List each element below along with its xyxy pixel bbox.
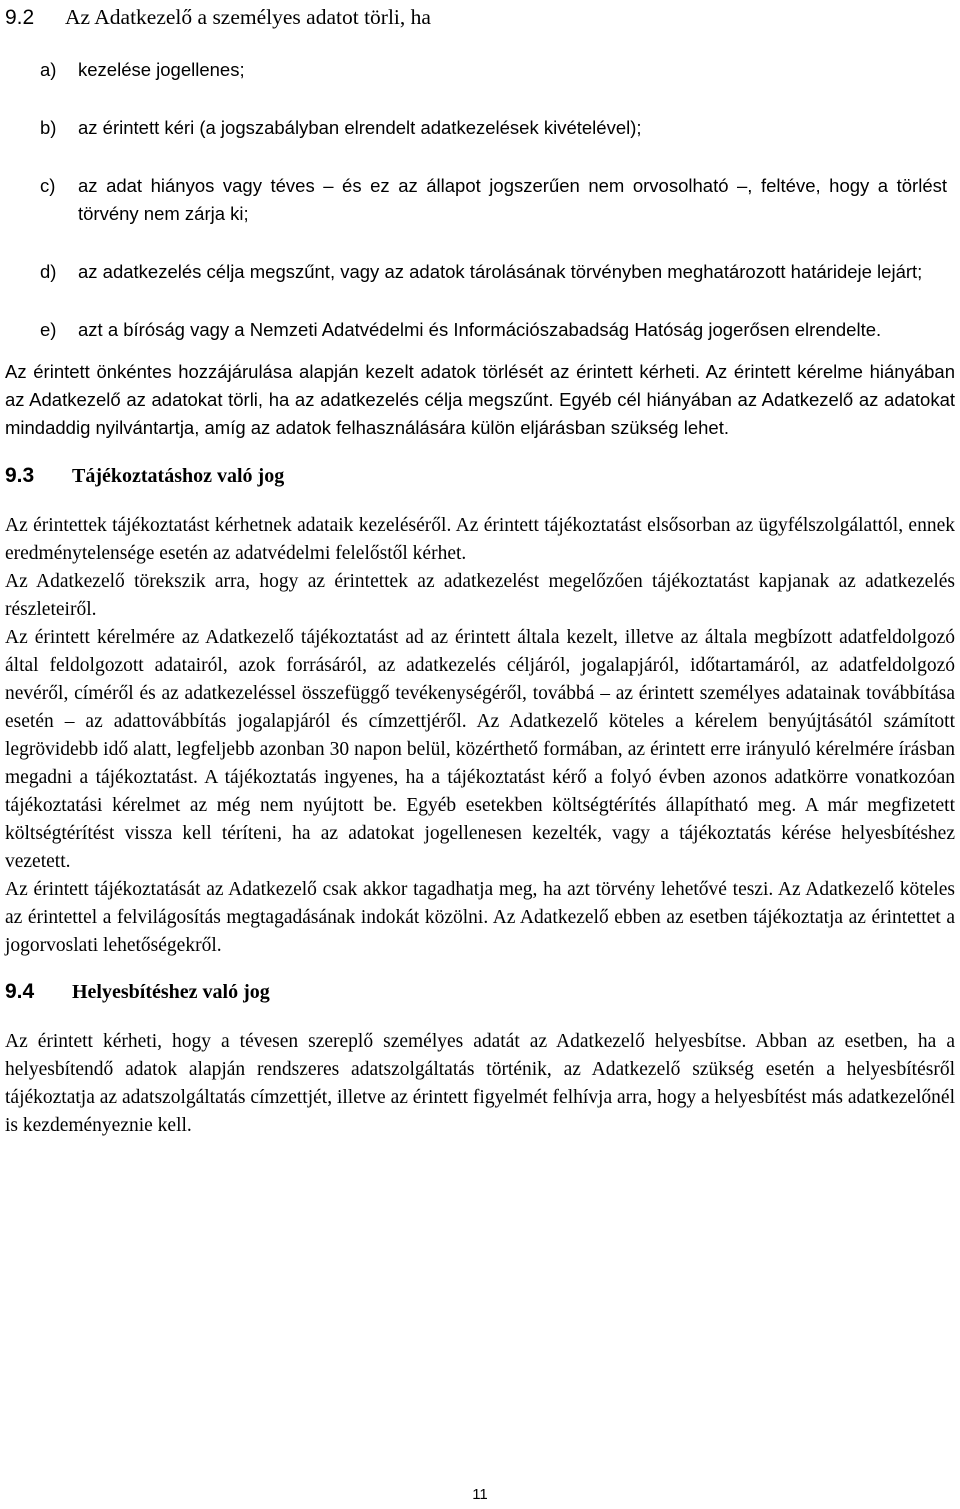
list-item — [40, 316, 955, 344]
list-item-text: az adatkezelés célja megszűnt, vagy az adatok tárolásának törvényben meghatározott határideje lejárt; — [78, 261, 923, 282]
list-item-text: az adat hiányos vagy téves – és ez az állapot jogszerűen nem orvosolható –, feltéve, hogy a törlést törvény nem zárja ki; — [78, 175, 947, 224]
section-heading-9-4 — [5, 978, 955, 1006]
information-paragraph-3: Az érintett kérelmére az Adatkezelő tájékoztatást ad az érintett általa kezelt, illetve az általa megbízott adatfeldolgozó által feldolgozott adatairól, azok forrásáról, az adatkezelés céljáról, jogalapjáról, időtartamáról, az adatfeldolgozó nevéről, címéről és az adatkezeléssel összefüggő tevékenységéről, továbbá – az érintett személyes adatainak továbbítása esetén – az adattovábbítás jogalapjáról és címzettjéről. Az Adatkezelő köteles a kérelem benyújtásától számított legrövidebb idő alatt, legfeljebb azonban 30 napon belül, közérthető formában, az érintett erre irányuló kérelmére írásban megadni a tájékoztatást. A tájékoztatás ingyenes, ha a tájékoztatást kérő a folyó évben azonos adatkörre vonatkozóan tájékoztatási kérelmet az még nem nyújtott be. Egyéb esetekben költségtérítés állapítható meg. A már megfizetett költségtérítést vissza kell téríteni, ha az adatokat jogellenesen kezelték, vagy a tájékoztatás kérése helyesbítéshez vezetett. — [5, 627, 955, 872]
section-heading-9-2 — [5, 0, 955, 32]
information-paragraph-2: Az Adatkezelő törekszik arra, hogy az érintettek az adatkezelést megelőzően tájékoztatást kapjanak az adatkezelés részleteiről. — [5, 571, 955, 620]
list-marker: e) — [40, 319, 57, 340]
list-item-text: kezelése jogellenes; — [78, 59, 245, 80]
section-number: 9.3 — [5, 464, 35, 487]
page-number: 11 — [472, 1486, 488, 1503]
section-number: 9.2 — [5, 6, 35, 29]
section-heading-9-3 — [5, 462, 955, 490]
deletion-conditions-list — [5, 56, 955, 344]
list-marker: a) — [40, 59, 57, 80]
document-page — [5, 0, 955, 1140]
list-item-text: azt a bíróság vagy a Nemzeti Adatvédelmi és Információszabadság Hatóság jogerősen elrendelte. — [78, 319, 882, 340]
list-marker: c) — [40, 175, 56, 196]
list-item — [40, 172, 955, 228]
information-paragraph-4: Az érintett tájékoztatását az Adatkezelő csak akkor tagadhatja meg, ha azt törvény lehetővé teszi. Az Adatkezelő köteles az érintettel a felvilágosítás megtagadásának indokát közölni. Az Adatkezelő ebben az esetben tájékoztatja az érintettet a jogorvoslati lehetőségekről. — [5, 879, 955, 956]
information-paragraph-1: Az érintettek tájékoztatást kérhetnek adataik kezeléséről. Az érintett tájékoztatást elsősorban az ügyfélszolgálattól, ennek eredménytelensége esetén az adatvédelmi felelőstől kérhet. — [5, 515, 955, 564]
list-marker: b) — [40, 117, 57, 138]
section-title: Az Adatkezelő a személyes adatot törli, ha — [65, 5, 431, 29]
section-title: Helyesbítéshez való jog — [72, 981, 270, 1003]
rectification-paragraph: Az érintett kérheti, hogy a tévesen szereplő személyes adatát az Adatkezelő helyesbítse. Abban az esetben, ha a helyesbítendő adatok alapján rendszeres adatszolgáltatás történik, az Adatkezelő szükség esetén a helyesbítésről tájékoztatja az adatszolgáltatás címzettjét, illetve az érintett figyelmét felhívja arra, hogy a helyesbítést más adatkezelőnél is kezdeményeznie kell. — [5, 1031, 955, 1136]
deletion-paragraph: Az érintett önkéntes hozzájárulása alapján kezelt adatok törlését az érintett kérheti. Az érintett kérelme hiányában az Adatkezelő az adatokat törli, ha az adatkezelés célja megszűnt. Egyéb cél hiányában az Adatkezelő az adatokat mindaddig nyilvántartja, amíg az adatok felhasználására külön eljárásban szükség lehet. — [5, 361, 955, 438]
list-item — [40, 56, 955, 84]
section-title: Tájékoztatáshoz való jog — [72, 465, 285, 487]
list-item — [40, 114, 955, 142]
section-number: 9.4 — [5, 980, 35, 1003]
list-marker: d) — [40, 261, 57, 282]
list-item-text: az érintett kéri (a jogszabályban elrendelt adatkezelések kivételével); — [78, 117, 642, 138]
list-item — [40, 258, 955, 286]
